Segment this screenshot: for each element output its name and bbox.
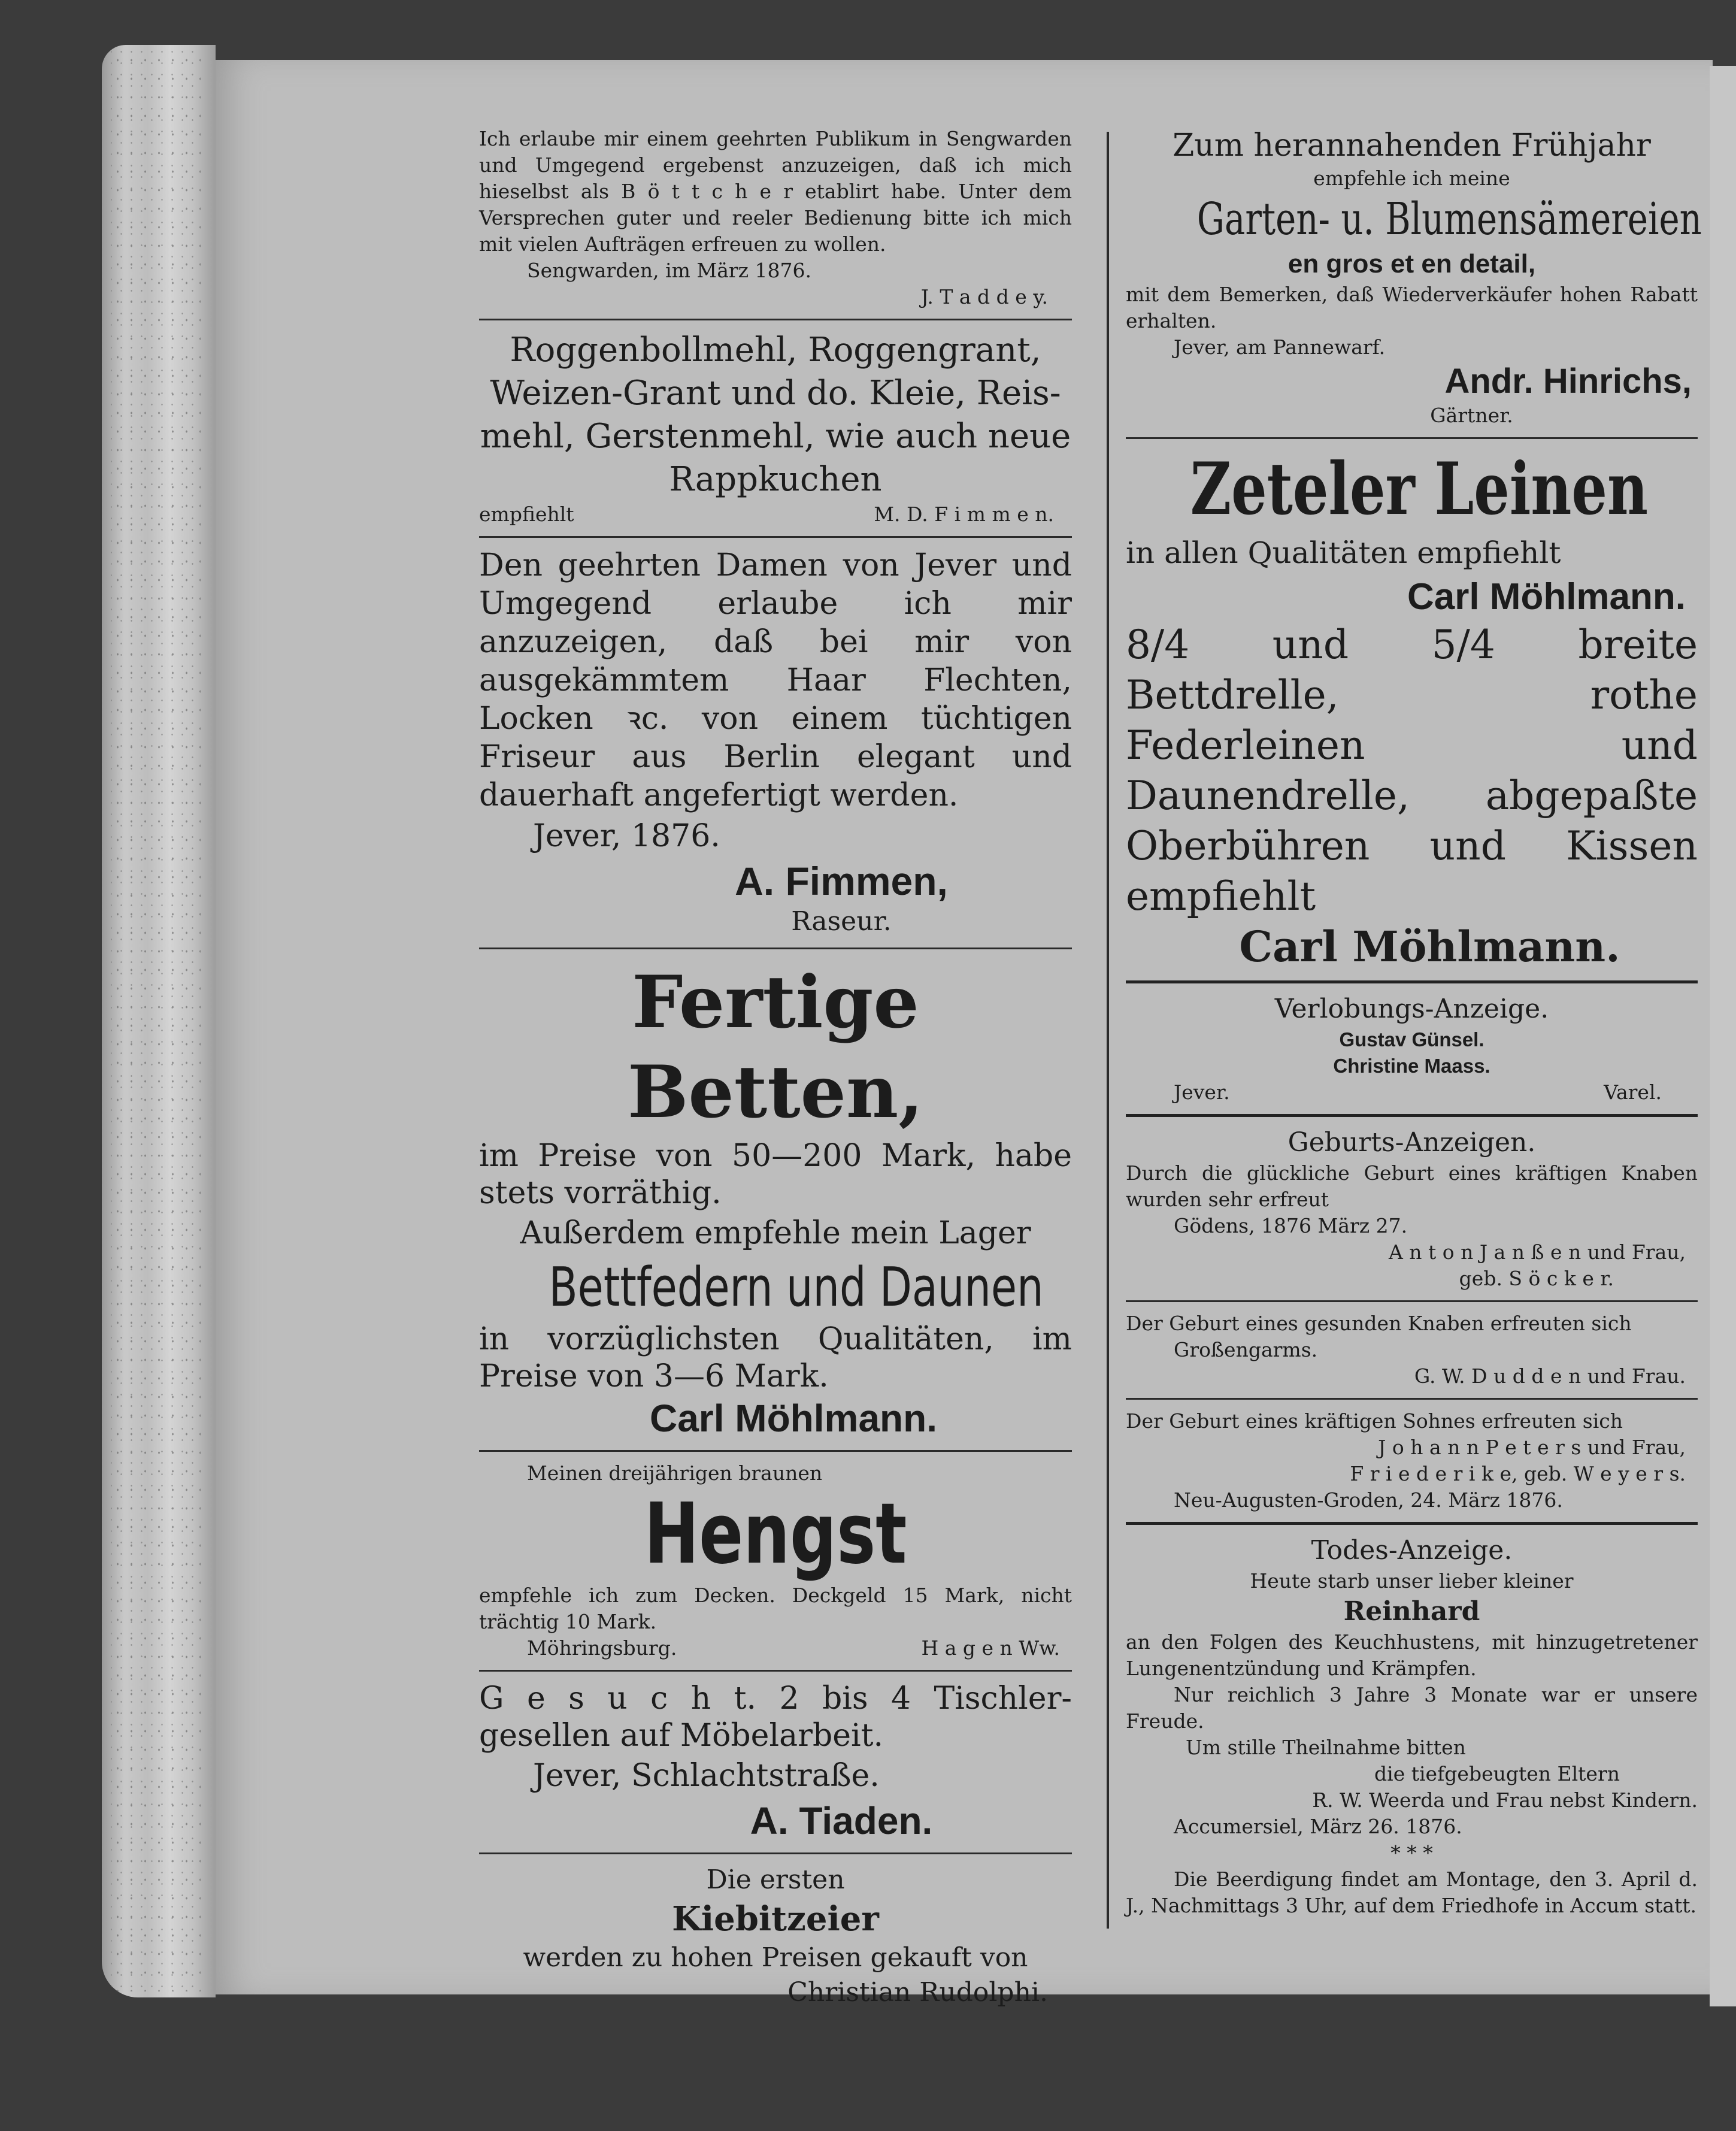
hinrichs-feature: Garten- u. Blumensämereien [1196, 193, 1702, 245]
right-column [1126, 126, 1702, 1919]
tadden-ad [479, 126, 1072, 310]
flour-line-1: Roggenbollmehl, Roggengrant, [510, 331, 1041, 370]
left-column [479, 126, 1072, 2010]
betten-feature: Bettfedern und Daunen [549, 1256, 1044, 1319]
fimmen-flour-ad [479, 329, 1072, 528]
verlobung-place-right: Varel. [1604, 1080, 1662, 1104]
verlobung-name-1: Gustav Günsel. [1339, 1028, 1484, 1051]
tadden-text: Ich erlaube mir einem geehrten Publikum in Sengwarden und Umgegend ergebenst anzuzeigen, daß ich mich hieselbst als B ö t t c h e r etablirt habe. Unter dem Versprechen guter und reeler Bedienung bitte ich mich mit vielen Aufträgen erfreuen zu wollen. [479, 127, 1072, 256]
hengst-headline: Hengst [644, 1485, 907, 1583]
friseur-title: Raseur. [791, 906, 892, 937]
leinen-ad [1126, 447, 1698, 620]
flour-line-2: Weizen-Grant und do. Kleie, Reis- [490, 374, 1061, 413]
betten-ad [479, 958, 1072, 1442]
kiebitz-intro: Die ersten [706, 1864, 845, 1895]
betten-line-2: Außerdem empfehle mein Lager [520, 1215, 1031, 1251]
todes-names: R. W. Weerda und Frau nebst Kindern. [1312, 1788, 1698, 1812]
leinen-line-1: in allen Qualitäten empfiehlt [1126, 535, 1561, 570]
tadden-signature: J. T a d d e y. [920, 285, 1048, 308]
verlobung-heading: Verlobungs-Anzeige. [1274, 994, 1549, 1024]
rule [1126, 1114, 1698, 1117]
column-divider [1107, 132, 1109, 1929]
geburt-1 [1126, 1160, 1698, 1292]
geburt-2-text: Der Geburt eines gesunden Knaben erfreuten sich [1126, 1312, 1632, 1335]
bettdrelle-signature: Carl Möhlmann. [1239, 922, 1620, 971]
hinrichs-title: Gärtner. [1430, 404, 1513, 427]
bettdrelle-ad [1126, 620, 1698, 972]
rule [479, 1450, 1072, 1452]
betten-headline: Fertige Betten, [627, 960, 923, 1134]
book-edge-speckle [111, 51, 201, 1991]
hinrichs-ad [1126, 126, 1702, 429]
rule [1126, 1398, 1698, 1400]
hengst-signature: H a g e n Ww. [921, 1636, 1060, 1660]
rule [479, 319, 1072, 320]
rule [479, 1670, 1072, 1672]
hinrichs-text: mit dem Bemerken, daß Wiederverkäufer hohen Rabatt erhalten. [1126, 283, 1698, 332]
geburt-1-text: Durch die glückliche Geburt eines kräftigen Knaben wurden sehr erfreut [1126, 1161, 1698, 1211]
todes-parents: die tiefgebeugten Eltern [1374, 1762, 1620, 1785]
adjacent-page-sliver [1710, 66, 1736, 2006]
geburt-3-names-2: F r i e d e r i k e, geb. W e y e r s. [1350, 1462, 1686, 1485]
tiaden-text: G e s u c h t. 2 bis 4 Tischler-gesellen auf Möbelarbeit. [479, 1681, 1072, 1754]
betten-line-1: im Preise von 50—200 Mark, habe stets vorräthig. [479, 1138, 1072, 1211]
hinrichs-line-2: en gros et en detail, [1287, 249, 1536, 279]
todes-stars: * * * [1390, 1841, 1433, 1864]
tiaden-place: Jever, Schlachtstraße. [533, 1758, 880, 1794]
todes-text-2: Nur reichlich 3 Jahre 3 Monate war er unsere Freude. [1126, 1683, 1698, 1733]
geburt-2-names: G. W. D u d d e n und Frau. [1414, 1364, 1686, 1388]
geburt-3-text: Der Geburt eines kräftigen Sohnes erfreuten sich [1126, 1409, 1623, 1433]
tadden-place-date: Sengwarden, im März 1876. [527, 259, 812, 282]
todes-name: Reinhard [1343, 1596, 1480, 1627]
leinen-headline: Zeteler Leinen [1190, 447, 1649, 531]
kiebitz-headline: Kiebitzeier [672, 1899, 879, 1939]
flour-line-3: mehl, Gerstenmehl, wie auch neue [480, 417, 1071, 456]
todes-funeral: Die Beerdigung findet am Montage, den 3. April d. J., Nachmittags 3 Uhr, auf dem Friedhofe in Accum statt. [1126, 1867, 1698, 1917]
rule [479, 536, 1072, 538]
hengst-text: empfehle ich zum Decken. Deckgeld 15 Mark, nicht trächtig 10 Mark. [479, 1584, 1072, 1633]
verlobung-ad [1126, 992, 1698, 1106]
hinrichs-headline: Zum herannahenden Frühjahr [1173, 128, 1651, 164]
flour-empfiehlt: empfiehlt [479, 503, 574, 526]
geburt-3 [1126, 1408, 1698, 1514]
geburt-1-place-date: Gödens, 1876 März 27. [1174, 1214, 1408, 1237]
geburt-2 [1126, 1310, 1698, 1390]
todes-place-date: Accumersiel, März 26. 1876. [1174, 1815, 1462, 1838]
hinrichs-place: Jever, am Pannewarf. [1174, 335, 1386, 359]
bettdrelle-text: 8/4 und 5/4 breite Bettdrelle, rothe Federleinen und Daunendrelle, abgepaßte Oberbühren und Kissen empfiehlt [1126, 622, 1698, 919]
friseur-name: A. Fimmen, [735, 859, 948, 903]
friseur-ad [479, 546, 1072, 939]
rule [1126, 437, 1698, 439]
geburt-1-nee: geb. S ö c k e r. [1459, 1267, 1614, 1290]
geburt-3-place-date: Neu-Augusten-Groden, 24. März 1876. [1174, 1488, 1563, 1512]
rule [1126, 1300, 1698, 1302]
tiaden-ad [479, 1680, 1072, 1844]
hinrichs-line-1: empfehle ich meine [1313, 167, 1510, 190]
geburt-heading: Geburts-Anzeigen. [1287, 1127, 1536, 1158]
todes-heading: Todes-Anzeige. [1311, 1535, 1513, 1566]
hengst-ad [479, 1460, 1072, 1661]
hinrichs-name: Andr. Hinrichs, [1444, 362, 1692, 401]
kiebitz-signature: Christian Rudolphi. [787, 1977, 1048, 2008]
hengst-intro: Meinen dreijährigen braunen [527, 1461, 823, 1485]
rule [1126, 1522, 1698, 1525]
rule [1126, 980, 1698, 983]
friseur-text: Den geehrten Damen von Jever und Umgegend erlaube ich mir anzuzeigen, daß bei mir von ausgekämmtem Haar Flechten, Locken ꝛc. von einem tüchtigen Friseur aus Berlin elegant und dauerhaft angefertigt werden. [479, 547, 1072, 813]
hengst-place: Möhringsburg. [527, 1636, 677, 1660]
todes-line-1: Heute starb unser lieber kleiner [1250, 1569, 1574, 1593]
friseur-place-date: Jever, 1876. [533, 818, 720, 854]
betten-signature: Carl Möhlmann. [649, 1397, 938, 1440]
leinen-signature: Carl Möhlmann. [1407, 576, 1686, 617]
flour-signature: M. D. F i m m e n. [874, 503, 1054, 526]
geburt-2-place: Großengarms. [1174, 1338, 1318, 1361]
todes-request: Um stille Theilnahme bitten [1186, 1736, 1466, 1759]
verlobung-name-2: Christine Maass. [1333, 1055, 1490, 1077]
todes-ad [1126, 1533, 1698, 1919]
betten-line-3: in vorzüglichsten Qualitäten, im Preise von 3—6 Mark. [479, 1321, 1072, 1394]
geburt-1-names: A n t o n J a n ß e n und Frau, [1388, 1240, 1686, 1264]
rule [479, 1852, 1072, 1854]
flour-line-4: Rappkuchen [669, 460, 882, 499]
verlobung-place-left: Jever. [1174, 1080, 1230, 1104]
kiebitz-text: werden zu hohen Preisen gekauft von [523, 1942, 1028, 1973]
kiebitz-ad [479, 1863, 1072, 2010]
tiaden-signature: A. Tiaden. [750, 1799, 933, 1842]
todes-text: an den Folgen des Keuchhustens, mit hinzugetretener Lungenentzündung und Krämpfen. [1126, 1630, 1698, 1680]
geburt-3-names-1: J o h a n n P e t e r s und Frau, [1378, 1436, 1686, 1459]
rule [479, 948, 1072, 949]
